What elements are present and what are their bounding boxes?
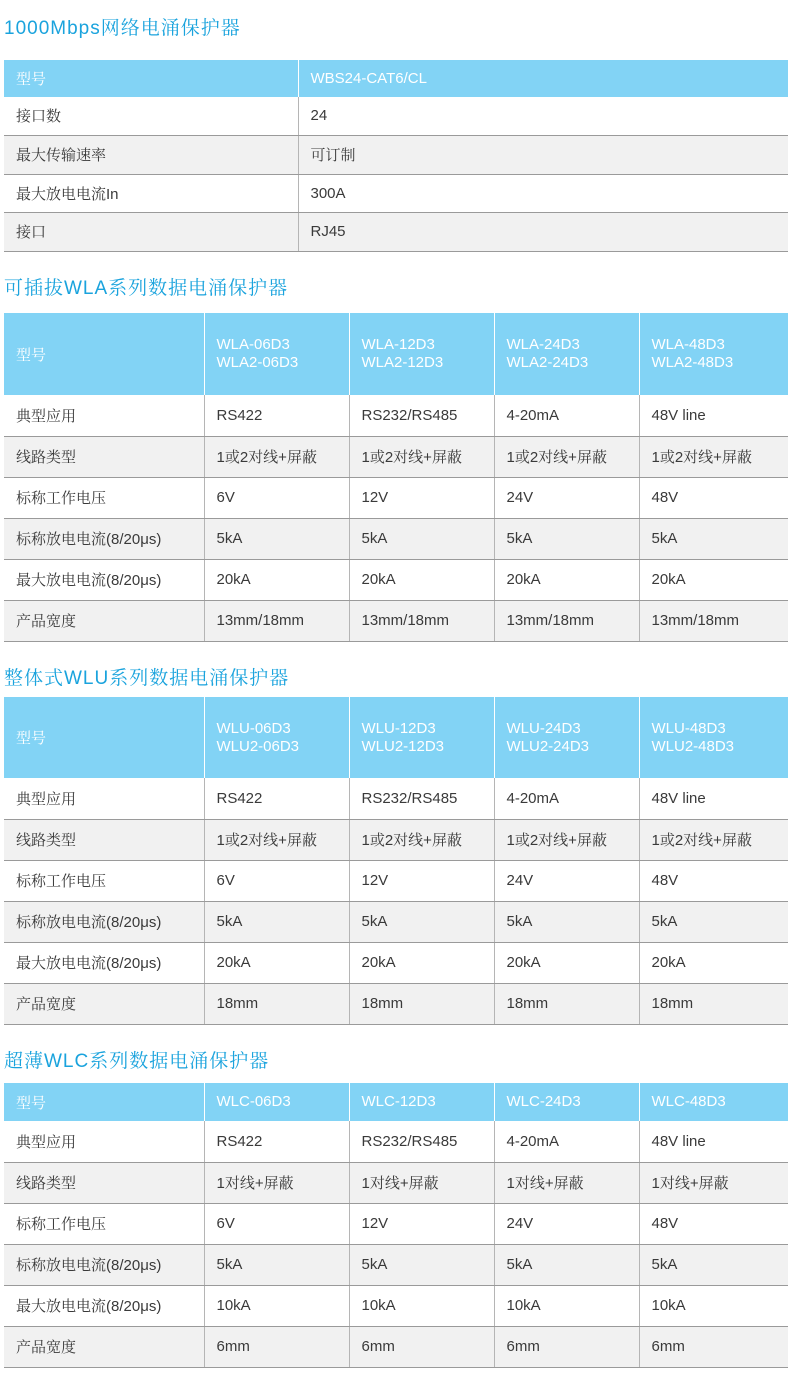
row-value: 18mm	[204, 983, 349, 1024]
section-title-network-spd: 1000Mbps网络电涌保护器	[4, 18, 241, 39]
row-value: 可订制	[298, 135, 788, 174]
row-value: 6V	[204, 860, 349, 901]
model-cell	[494, 313, 639, 395]
row-value: 13mm/18mm	[204, 600, 349, 641]
row-label: 最大放电电流(8/20μs)	[4, 942, 204, 983]
model-cell	[639, 1083, 788, 1121]
wla-series-spec-table	[4, 313, 788, 642]
row-label: 最大放电电流In	[4, 174, 298, 212]
row-value: RS422	[204, 778, 349, 819]
table-row	[4, 1162, 788, 1203]
row-value: 6mm	[349, 1326, 494, 1367]
row-value: 48V line	[639, 778, 788, 819]
model-name: WLU-06D3	[216, 719, 291, 737]
row-value: 6V	[204, 1203, 349, 1244]
row-value: 6V	[204, 477, 349, 518]
row-label: 标称工作电压	[4, 1203, 204, 1244]
row-label: 最大放电电流(8/20μs)	[4, 559, 204, 600]
model-name: WLC-12D3	[361, 1093, 436, 1110]
row-label: 典型应用	[4, 395, 204, 436]
model-cell	[349, 313, 494, 395]
row-label: 标称放电电流(8/20μs)	[4, 1244, 204, 1285]
model-name: WLU-24D3	[506, 719, 581, 737]
header-label-cell: 型号	[4, 60, 298, 97]
model-name: WLC-48D3	[651, 1093, 726, 1110]
row-value: 1对线+屏蔽	[349, 1162, 494, 1203]
row-value: 1或2对线+屏蔽	[349, 436, 494, 477]
model-cell	[494, 1083, 639, 1121]
row-value: RS422	[204, 1121, 349, 1162]
model-name: WLC-06D3	[216, 1093, 291, 1110]
row-value: 5kA	[204, 901, 349, 942]
row-value: 5kA	[204, 1244, 349, 1285]
row-label: 线路类型	[4, 436, 204, 477]
row-value: RS232/RS485	[349, 778, 494, 819]
table-row	[4, 436, 788, 477]
network-spd-spec-table	[4, 60, 788, 252]
row-value: 48V line	[639, 1121, 788, 1162]
row-label: 线路类型	[4, 1162, 204, 1203]
model-name: WLA2-24D3	[506, 354, 589, 371]
row-value: 18mm	[639, 983, 788, 1024]
table-row	[4, 1203, 788, 1244]
row-label: 典型应用	[4, 778, 204, 819]
model-name: WLU-12D3	[361, 719, 436, 737]
model-name: WLC-24D3	[506, 1093, 581, 1110]
table-row	[4, 860, 788, 901]
table-row	[4, 212, 788, 251]
table-header-row	[4, 1083, 788, 1121]
row-value: 6mm	[494, 1326, 639, 1367]
table-row	[4, 1244, 788, 1285]
model-name: WLA-12D3	[361, 336, 435, 353]
row-value: 300A	[298, 174, 788, 212]
table-row	[4, 135, 788, 174]
section-title-wla-series: 可插拔WLA系列数据电涌保护器	[4, 278, 289, 299]
row-value: RS232/RS485	[349, 395, 494, 436]
row-value: 1对线+屏蔽	[639, 1162, 788, 1203]
row-value: 5kA	[349, 1244, 494, 1285]
model-cell	[639, 697, 788, 778]
table-row	[4, 819, 788, 860]
model-name: WLA-48D3	[651, 336, 725, 353]
row-label: 标称工作电压	[4, 860, 204, 901]
model-name: WLU-48D3	[651, 719, 726, 737]
row-value: 20kA	[494, 942, 639, 983]
row-value: 5kA	[639, 901, 788, 942]
model-name: WLU2-48D3	[651, 737, 735, 755]
row-value: 48V	[639, 477, 788, 518]
row-value: 12V	[349, 477, 494, 518]
row-value: RS232/RS485	[349, 1121, 494, 1162]
row-value: 20kA	[494, 559, 639, 600]
row-value: 5kA	[639, 518, 788, 559]
row-value: 20kA	[639, 559, 788, 600]
row-value: 1或2对线+屏蔽	[494, 436, 639, 477]
table-row	[4, 942, 788, 983]
row-value: 1或2对线+屏蔽	[204, 436, 349, 477]
row-value: 1或2对线+屏蔽	[494, 819, 639, 860]
row-label: 接口	[4, 212, 298, 251]
row-label: 产品宽度	[4, 600, 204, 641]
row-value: 48V line	[639, 395, 788, 436]
row-value: 5kA	[204, 518, 349, 559]
row-value: 5kA	[639, 1244, 788, 1285]
row-value: RS422	[204, 395, 349, 436]
row-value: 13mm/18mm	[349, 600, 494, 641]
row-label: 最大传输速率	[4, 135, 298, 174]
model-cell	[204, 1083, 349, 1121]
row-value: 6mm	[204, 1326, 349, 1367]
section-title-wlu-series: 整体式WLU系列数据电涌保护器	[4, 668, 290, 689]
row-value: 1对线+屏蔽	[494, 1162, 639, 1203]
table-row	[4, 983, 788, 1024]
row-value: 20kA	[204, 559, 349, 600]
model-name: WLA2-48D3	[651, 354, 734, 371]
row-value: 24V	[494, 1203, 639, 1244]
row-value: 4-20mA	[494, 778, 639, 819]
table-row	[4, 477, 788, 518]
table-row	[4, 1285, 788, 1326]
row-value: 20kA	[639, 942, 788, 983]
row-value: 4-20mA	[494, 395, 639, 436]
row-label: 标称放电电流(8/20μs)	[4, 901, 204, 942]
row-value: 20kA	[349, 942, 494, 983]
row-label: 典型应用	[4, 1121, 204, 1162]
row-label: 线路类型	[4, 819, 204, 860]
row-value: 5kA	[349, 518, 494, 559]
table-header-row	[4, 697, 788, 778]
model-name: WLA2-12D3	[361, 354, 444, 371]
row-value: 24V	[494, 860, 639, 901]
row-value: 13mm/18mm	[639, 600, 788, 641]
row-value: 48V	[639, 860, 788, 901]
row-value: 20kA	[349, 559, 494, 600]
table-row	[4, 778, 788, 819]
row-value: 10kA	[639, 1285, 788, 1326]
row-value: 24	[298, 97, 788, 135]
row-value: 1对线+屏蔽	[204, 1162, 349, 1203]
model-cell	[349, 697, 494, 778]
model-name: WLA2-06D3	[216, 354, 299, 371]
row-value: 48V	[639, 1203, 788, 1244]
model-name: WLA-24D3	[506, 336, 580, 353]
row-value: 13mm/18mm	[494, 600, 639, 641]
table-row	[4, 395, 788, 436]
table-row	[4, 174, 788, 212]
model-cell	[494, 697, 639, 778]
row-value: 24V	[494, 477, 639, 518]
table-row	[4, 1326, 788, 1367]
row-label: 标称放电电流(8/20μs)	[4, 518, 204, 559]
model-cell: WBS24-CAT6/CL	[298, 60, 788, 97]
wlc-series-spec-table	[4, 1083, 788, 1368]
row-value: 5kA	[494, 901, 639, 942]
model-name: WLA-06D3	[216, 336, 290, 353]
section-title-wlc-series: 超薄WLC系列数据电涌保护器	[4, 1051, 270, 1072]
row-value: 5kA	[494, 1244, 639, 1285]
table-row	[4, 559, 788, 600]
table-header-row	[4, 313, 788, 395]
row-value: 10kA	[204, 1285, 349, 1326]
table-row	[4, 1121, 788, 1162]
row-label: 标称工作电压	[4, 477, 204, 518]
row-value: 18mm	[349, 983, 494, 1024]
row-label: 产品宽度	[4, 1326, 204, 1367]
row-value: 1或2对线+屏蔽	[639, 819, 788, 860]
header-label-cell: 型号	[4, 1083, 204, 1121]
row-label: 接口数	[4, 97, 298, 135]
row-value: 12V	[349, 1203, 494, 1244]
row-value: 18mm	[494, 983, 639, 1024]
row-label: 最大放电电流(8/20μs)	[4, 1285, 204, 1326]
model-cell	[204, 313, 349, 395]
row-value: 4-20mA	[494, 1121, 639, 1162]
wlu-series-spec-table	[4, 697, 788, 1025]
model-cell	[204, 697, 349, 778]
table-row	[4, 600, 788, 641]
row-value: 1或2对线+屏蔽	[639, 436, 788, 477]
row-value: 5kA	[494, 518, 639, 559]
header-label-cell: 型号	[4, 313, 204, 395]
row-value: 6mm	[639, 1326, 788, 1367]
row-value: 10kA	[349, 1285, 494, 1326]
row-value: 20kA	[204, 942, 349, 983]
row-value: 10kA	[494, 1285, 639, 1326]
table-row	[4, 97, 788, 135]
table-row	[4, 901, 788, 942]
header-label-cell: 型号	[4, 697, 204, 778]
row-label: 产品宽度	[4, 983, 204, 1024]
model-cell	[639, 313, 788, 395]
row-value: 1或2对线+屏蔽	[349, 819, 494, 860]
row-value: 12V	[349, 860, 494, 901]
row-value: RJ45	[298, 212, 788, 251]
model-name: WLU2-06D3	[216, 737, 300, 755]
table-header-row	[4, 60, 788, 97]
model-name: WLU2-12D3	[361, 737, 445, 755]
table-row	[4, 518, 788, 559]
row-value: 5kA	[349, 901, 494, 942]
row-value: 1或2对线+屏蔽	[204, 819, 349, 860]
model-cell	[349, 1083, 494, 1121]
model-name: WLU2-24D3	[506, 737, 590, 755]
